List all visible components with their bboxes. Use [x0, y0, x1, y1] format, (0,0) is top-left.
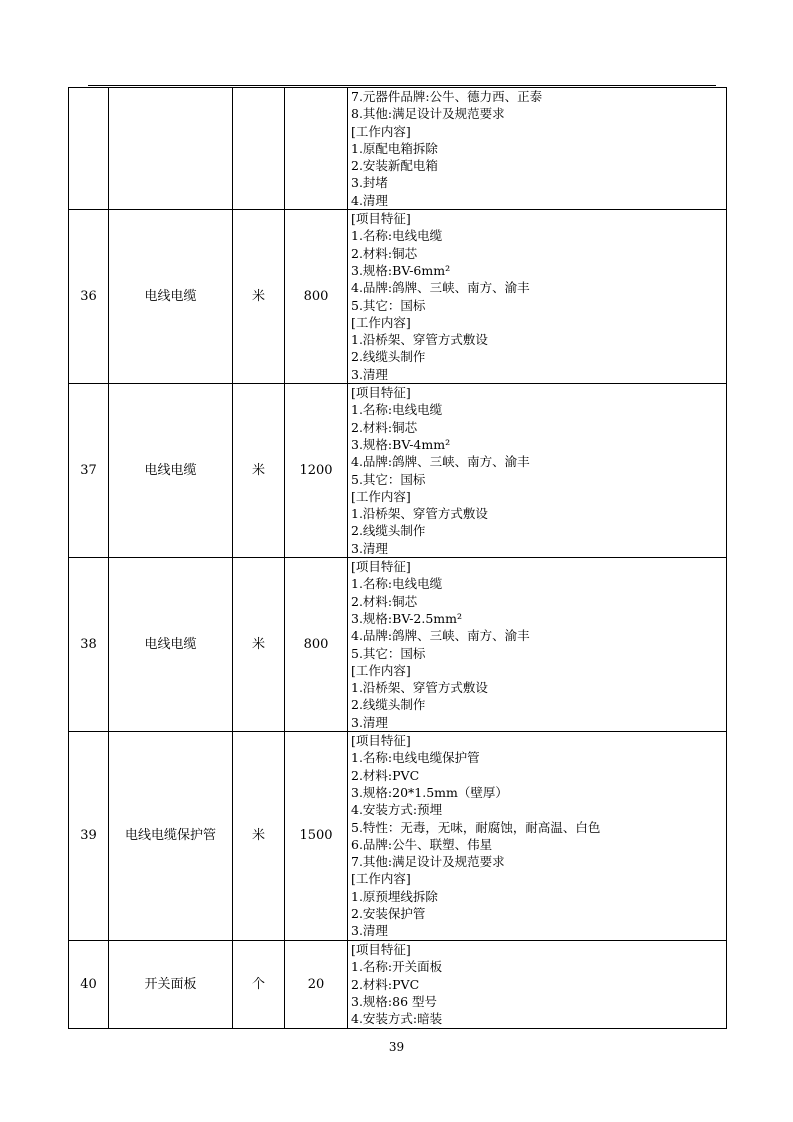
description-line: 4.安装方式:预埋 [351, 802, 443, 818]
description-line: 8.其他:满足设计及规范要求 [351, 106, 505, 122]
description-line: 4.安装方式:暗装 [351, 1011, 443, 1027]
item-description-cell [348, 732, 727, 941]
description-line: 2.线缆头制作 [351, 349, 426, 365]
quantity-cell: 20 [285, 941, 348, 1028]
description-line: 6.品牌:公牛、联塑、伟星 [351, 836, 493, 852]
item-name-cell: 电线电缆 [109, 558, 233, 732]
description-line: 4.品牌:鸽牌、三峡、南方、渝丰 [351, 454, 530, 470]
table-row [69, 384, 727, 558]
item-description-cell [348, 384, 727, 558]
unit-cell: 米 [233, 210, 285, 384]
description-line: 1.原预埋线拆除 [351, 888, 438, 904]
description-line: 3.规格:BV-6mm² [351, 262, 451, 278]
item-name-cell: 电线电缆 [109, 384, 233, 558]
quantity-cell [285, 88, 348, 210]
description-line: [工作内容] [351, 662, 411, 678]
description-line: [项目特征] [351, 733, 411, 749]
description-line: 1.名称:电线电缆保护管 [351, 750, 480, 766]
description-line: 2.材料:PVC [351, 976, 420, 992]
quantity-cell: 800 [285, 210, 348, 384]
bill-of-quantities-table [68, 87, 727, 1029]
table-row [69, 941, 727, 1028]
description-line: 2.材料:铜芯 [351, 245, 418, 261]
item-name-cell: 电线电缆 [109, 210, 233, 384]
description-line: 3.封堵 [351, 175, 388, 191]
description-line: [项目特征] [351, 385, 411, 401]
description-line: 5.其它：国标 [351, 645, 426, 661]
description-line: 2.材料:PVC [351, 767, 420, 783]
unit-cell [233, 88, 285, 210]
item-name-cell: 开关面板 [109, 941, 233, 1028]
description-line: 4.品牌:鸽牌、三峡、南方、渝丰 [351, 628, 530, 644]
description-line: 2.安装新配电箱 [351, 158, 438, 174]
description-line: [项目特征] [351, 942, 411, 958]
table-row [69, 558, 727, 732]
description-line: 3.规格:20*1.5mm（壁厚） [351, 784, 508, 800]
description-line: 7.其他:满足设计及规范要求 [351, 854, 505, 870]
description-line: 2.线缆头制作 [351, 523, 426, 539]
description-line: 2.安装保护管 [351, 906, 426, 922]
description-line: 5.其它：国标 [351, 297, 426, 313]
unit-cell: 米 [233, 558, 285, 732]
item-name-cell: 电线电缆保护管 [109, 732, 233, 941]
description-line: 1.原配电箱拆除 [351, 140, 438, 156]
description-line: 1.名称:电线电缆 [351, 402, 443, 418]
description-line: 1.名称:开关面板 [351, 959, 443, 975]
item-number-cell [69, 88, 109, 210]
description-line: [工作内容] [351, 871, 411, 887]
description-line: 2.线缆头制作 [351, 697, 426, 713]
description-line: 5.其它：国标 [351, 471, 426, 487]
unit-cell: 米 [233, 732, 285, 941]
description-line: 3.清理 [351, 923, 388, 939]
item-description-cell [348, 88, 727, 210]
description-line: 3.规格:86 型号 [351, 993, 438, 1009]
table-row [69, 88, 727, 210]
table-row [69, 732, 727, 941]
description-line: 4.品牌:鸽牌、三峡、南方、渝丰 [351, 280, 530, 296]
description-line: [项目特征] [351, 211, 411, 227]
description-line: 1.沿桥架、穿管方式敷设 [351, 506, 488, 522]
description-line: 2.材料:铜芯 [351, 593, 418, 609]
table-row [69, 210, 727, 384]
item-description-cell [348, 941, 727, 1028]
description-line: 3.清理 [351, 366, 388, 382]
description-line: [工作内容] [351, 314, 411, 330]
quantity-cell: 800 [285, 558, 348, 732]
description-line: 1.沿桥架、穿管方式敷设 [351, 332, 488, 348]
description-line: 3.规格:BV-4mm² [351, 436, 451, 452]
item-description-cell [348, 558, 727, 732]
item-number-cell: 37 [69, 384, 109, 558]
description-line: 2.材料:铜芯 [351, 419, 418, 435]
description-line: 3.规格:BV-2.5mm² [351, 610, 463, 626]
item-description-cell [348, 210, 727, 384]
quantity-cell: 1200 [285, 384, 348, 558]
quantity-cell: 1500 [285, 732, 348, 941]
description-line: [工作内容] [351, 123, 411, 139]
description-line: 4.清理 [351, 192, 388, 208]
header-rule [88, 85, 716, 86]
description-line: 3.清理 [351, 540, 388, 556]
description-line: 1.名称:电线电缆 [351, 228, 443, 244]
description-line: 1.名称:电线电缆 [351, 576, 443, 592]
item-name-cell [109, 88, 233, 210]
item-number-cell: 40 [69, 941, 109, 1028]
description-line: [工作内容] [351, 488, 411, 504]
unit-cell: 米 [233, 384, 285, 558]
description-line: 5.特性：无毒，无味，耐腐蚀，耐高温、白色 [351, 819, 601, 835]
page-number: 39 [388, 1040, 405, 1054]
item-number-cell: 38 [69, 558, 109, 732]
item-number-cell: 39 [69, 732, 109, 941]
description-line: 7.元器件品牌:公牛、德力西、正泰 [351, 89, 543, 104]
description-line: 1.沿桥架、穿管方式敷设 [351, 680, 488, 696]
item-number-cell: 36 [69, 210, 109, 384]
description-line: 3.清理 [351, 714, 388, 730]
description-line: [项目特征] [351, 559, 411, 575]
unit-cell: 个 [233, 941, 285, 1028]
